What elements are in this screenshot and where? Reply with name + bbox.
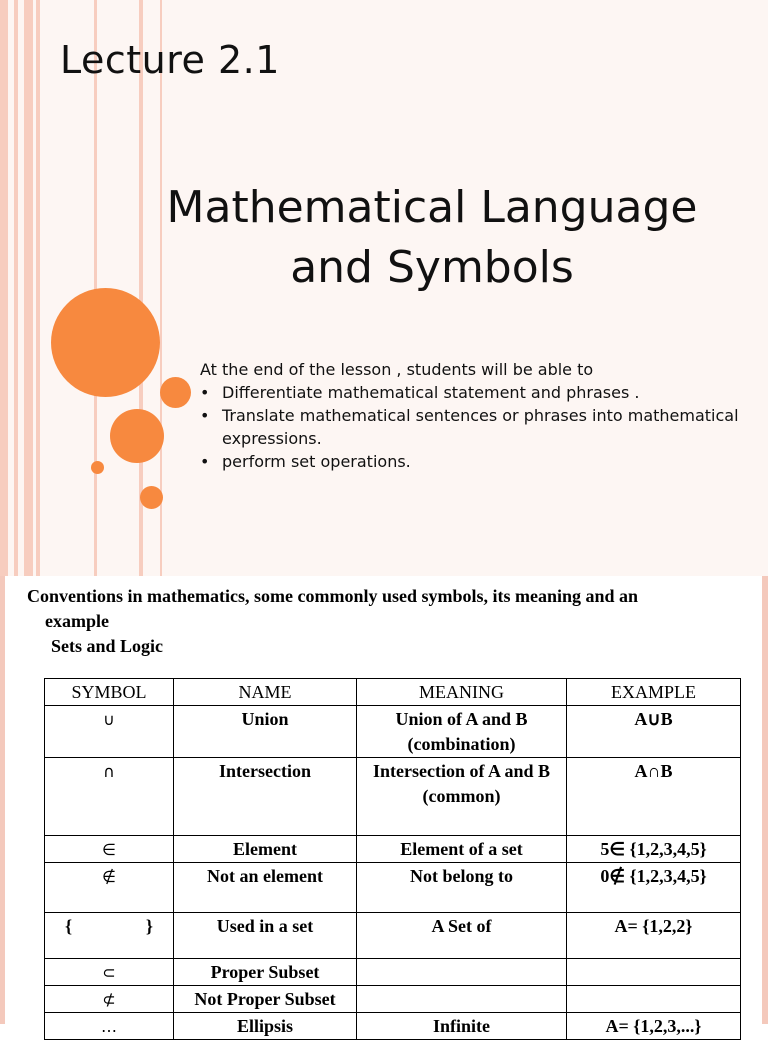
name-cell: Union — [174, 706, 357, 758]
meaning-cell — [357, 986, 567, 1013]
decorative-circle — [110, 409, 164, 463]
table-row — [45, 836, 741, 863]
slide-edge — [0, 576, 5, 1024]
decorative-circle — [160, 377, 191, 408]
decorative-stripe — [36, 0, 40, 576]
decorative-stripe — [24, 0, 33, 576]
slide-edge — [762, 576, 768, 1024]
bullet-icon: • — [200, 452, 210, 471]
decorative-stripe — [14, 0, 18, 576]
name-cell: Intersection — [174, 758, 357, 836]
meaning-cell: Union of A and B (combination) — [357, 706, 567, 758]
symbols-table — [44, 678, 741, 1040]
example-cell: A= {1,2,2} — [567, 913, 741, 959]
table-header-row — [45, 679, 741, 706]
table-row — [45, 758, 741, 836]
bullet-icon: • — [200, 383, 210, 402]
objectives-intro: At the end of the lesson , students will be able to — [200, 360, 594, 379]
decorative-circle — [140, 486, 163, 509]
learning-objectives — [200, 358, 740, 473]
table-row — [45, 986, 741, 1013]
decorative-circle — [51, 288, 160, 397]
objective-item — [200, 404, 740, 450]
conventions-intro-line-1: Conventions in mathematics, some commonly used symbols, its meaning and an — [27, 586, 639, 606]
meaning-cell: Infinite — [357, 1013, 567, 1040]
name-cell: Proper Subset — [174, 959, 357, 986]
symbol-cell: ∩ — [45, 758, 174, 836]
close-brace-symbol: } — [145, 916, 153, 936]
conventions-intro — [27, 584, 762, 634]
meaning-cell: Element of a set — [357, 836, 567, 863]
symbol-cell: … — [45, 1013, 174, 1040]
symbol-cell: ∉ — [45, 863, 174, 913]
table-row — [45, 863, 741, 913]
conventions-intro-line-2: example — [45, 611, 109, 631]
name-cell: Not Proper Subset — [174, 986, 357, 1013]
example-cell: 5∈ {1,2,3,4,5} — [567, 836, 741, 863]
objectives-list — [200, 381, 740, 473]
symbols-slide — [0, 576, 768, 1036]
example-cell — [567, 986, 741, 1013]
section-heading: Sets and Logic — [51, 636, 164, 656]
name-cell: Used in a set — [174, 913, 357, 959]
objective-text: perform set operations. — [222, 452, 411, 471]
decorative-circle — [91, 461, 104, 474]
name-cell: Ellipsis — [174, 1013, 357, 1040]
open-brace-symbol: { — [65, 916, 73, 936]
name-cell: Element — [174, 836, 357, 863]
decorative-stripe — [0, 0, 8, 576]
table-row — [45, 1013, 741, 1040]
lecture-title: Lecture 2.1 — [60, 38, 280, 82]
column-header-name: NAME — [174, 679, 357, 706]
table-row — [45, 706, 741, 758]
meaning-cell — [357, 959, 567, 986]
example-cell: 0∉ {1,2,3,4,5} — [567, 863, 741, 913]
slide-title-line-1: Mathematical Language — [166, 182, 698, 233]
objective-item — [200, 381, 740, 404]
table-row — [45, 913, 741, 959]
example-cell: A= {1,2,3,...} — [567, 1013, 741, 1040]
symbol-cell: ∈ — [45, 836, 174, 863]
column-header-meaning: MEANING — [357, 679, 567, 706]
symbol-cell: ⊄ — [45, 986, 174, 1013]
slide-title-line-2: and Symbols — [290, 242, 574, 293]
meaning-cell: A Set of — [357, 913, 567, 959]
example-cell — [567, 959, 741, 986]
symbol-cell: ⊂ — [45, 959, 174, 986]
bullet-icon: • — [200, 406, 210, 425]
meaning-cell: Not belong to — [357, 863, 567, 913]
name-cell: Not an element — [174, 863, 357, 913]
table-row — [45, 959, 741, 986]
objective-text: Differentiate mathematical statement and phrases . — [222, 383, 640, 402]
slide-title — [112, 178, 752, 298]
example-cell: A∪B — [567, 706, 741, 758]
symbol-cell: ∪ — [45, 706, 174, 758]
meaning-cell: Intersection of A and B (common) — [357, 758, 567, 836]
column-header-symbol: SYMBOL — [45, 679, 174, 706]
objective-text: Translate mathematical sentences or phrases into mathematical expressions. — [222, 406, 739, 448]
symbol-cell — [45, 913, 174, 959]
example-cell: A∩B — [567, 758, 741, 836]
objective-item — [200, 450, 740, 473]
column-header-example: EXAMPLE — [567, 679, 741, 706]
